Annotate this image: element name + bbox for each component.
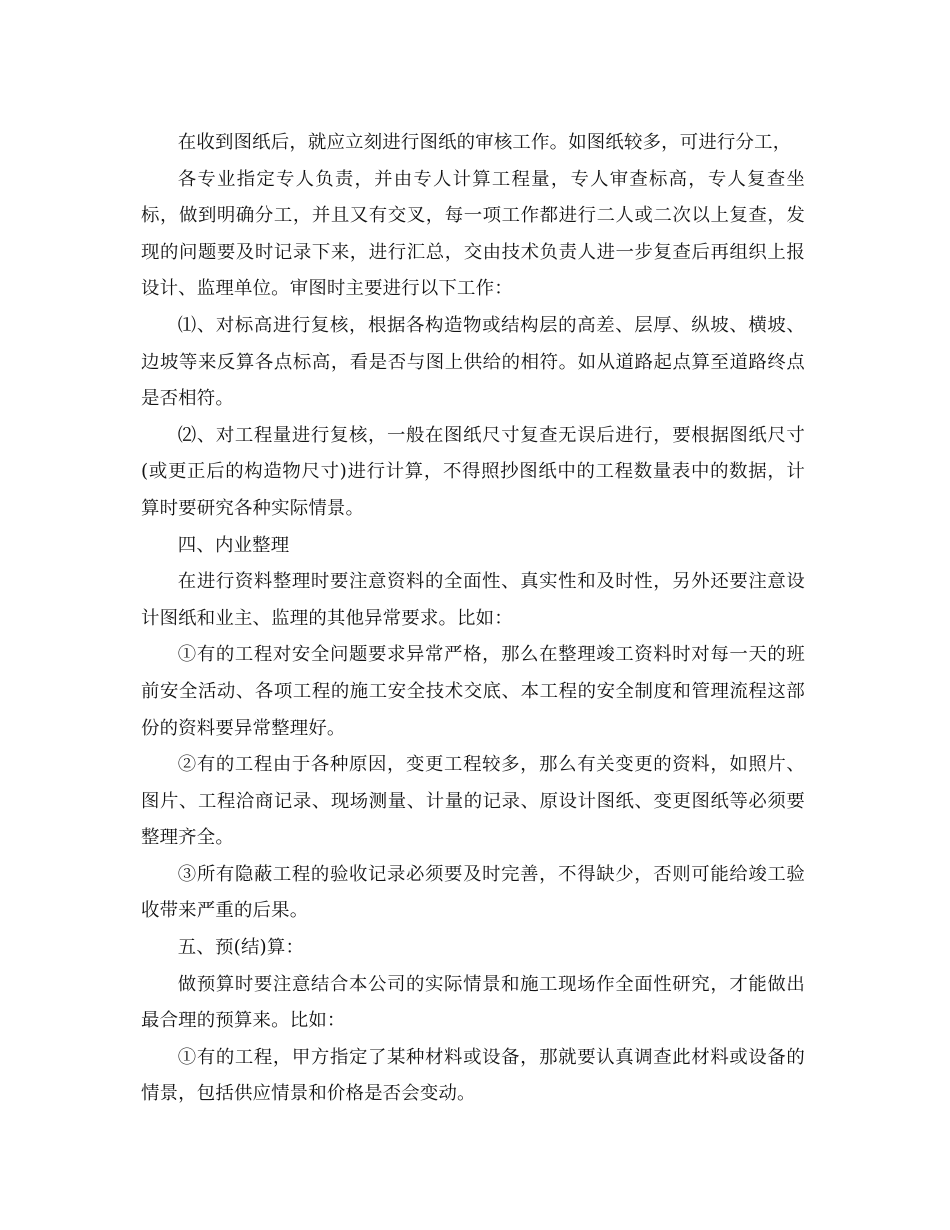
paragraph-change-records: ②有的工程由于各种原因，变更工程较多，那么有关变更的资料，如照片、图片、工程洽商记录、现场测量、计量的记录、原设计图纸、变更图纸等必须要整理齐全。	[141, 754, 805, 849]
paragraph-specified-materials: ①有的工程，甲方指定了某种材料或设备，那就要认真调查此材料或设备的情景，包括供应情景和价格是否会变动。	[141, 1046, 805, 1105]
paragraph-concealed-works: ③所有隐蔽工程的验收记录必须要及时完善，不得缺少，否则可能给竣工验收带来严重的后果。	[141, 863, 805, 922]
paragraph-safety-records: ①有的工程对安全问题要求异常严格，那么在整理竣工资料时对每一天的班前安全活动、各项工程的施工安全技术交底、本工程的安全制度和管理流程这部份的资料要异常整理好。	[141, 644, 805, 739]
paragraph-budget-intro: 做预算时要注意结合本公司的实际情景和施工现场作全面性研究，才能做出最合理的预算来。比如：	[141, 973, 805, 1032]
section-heading-internal-records: 四、内业整理	[177, 534, 290, 556]
paragraph-drawing-review-intro: 在收到图纸后，就应立刻进行图纸的审核工作。如图纸较多，可进行分工，	[177, 132, 792, 153]
paragraph-quantity-check: ⑵、对工程量进行复核，一般在图纸尺寸复查无误后进行，要根据图纸尺寸(或更正后的构造物尺寸)进行计算，不得照抄图纸中的工程数量表中的数据，计算时要研究各种实际情景。	[141, 424, 805, 519]
document-body	[141, 125, 805, 1113]
section-heading-budget: 五、预(结)算：	[177, 937, 305, 959]
paragraph-records-intro: 在进行资料整理时要注意资料的全面性、真实性和及时性，另外还要注意设计图纸和业主、监理的其他异常要求。比如：	[141, 571, 805, 629]
paragraph-elevation-check: ⑴、对标高进行复核，根据各构造物或结构层的高差、层厚、纵坡、横坡、边坡等来反算各点标高，看是否与图上供给的相符。如从道路起点算至道路终点是否相符。	[141, 314, 805, 410]
paragraph-division-of-work: 各专业指定专人负责，并由专人计算工程量，专人审查标高，专人复查坐标，做到明确分工，并且又有交叉，每一项工作都进行二人或二次以上复查，发现的问题要及时记录下来，进行汇总，交由技术负责人进一步复查后再组织上报设计、监理单位。审图时主要进行以下工作：	[141, 168, 805, 300]
